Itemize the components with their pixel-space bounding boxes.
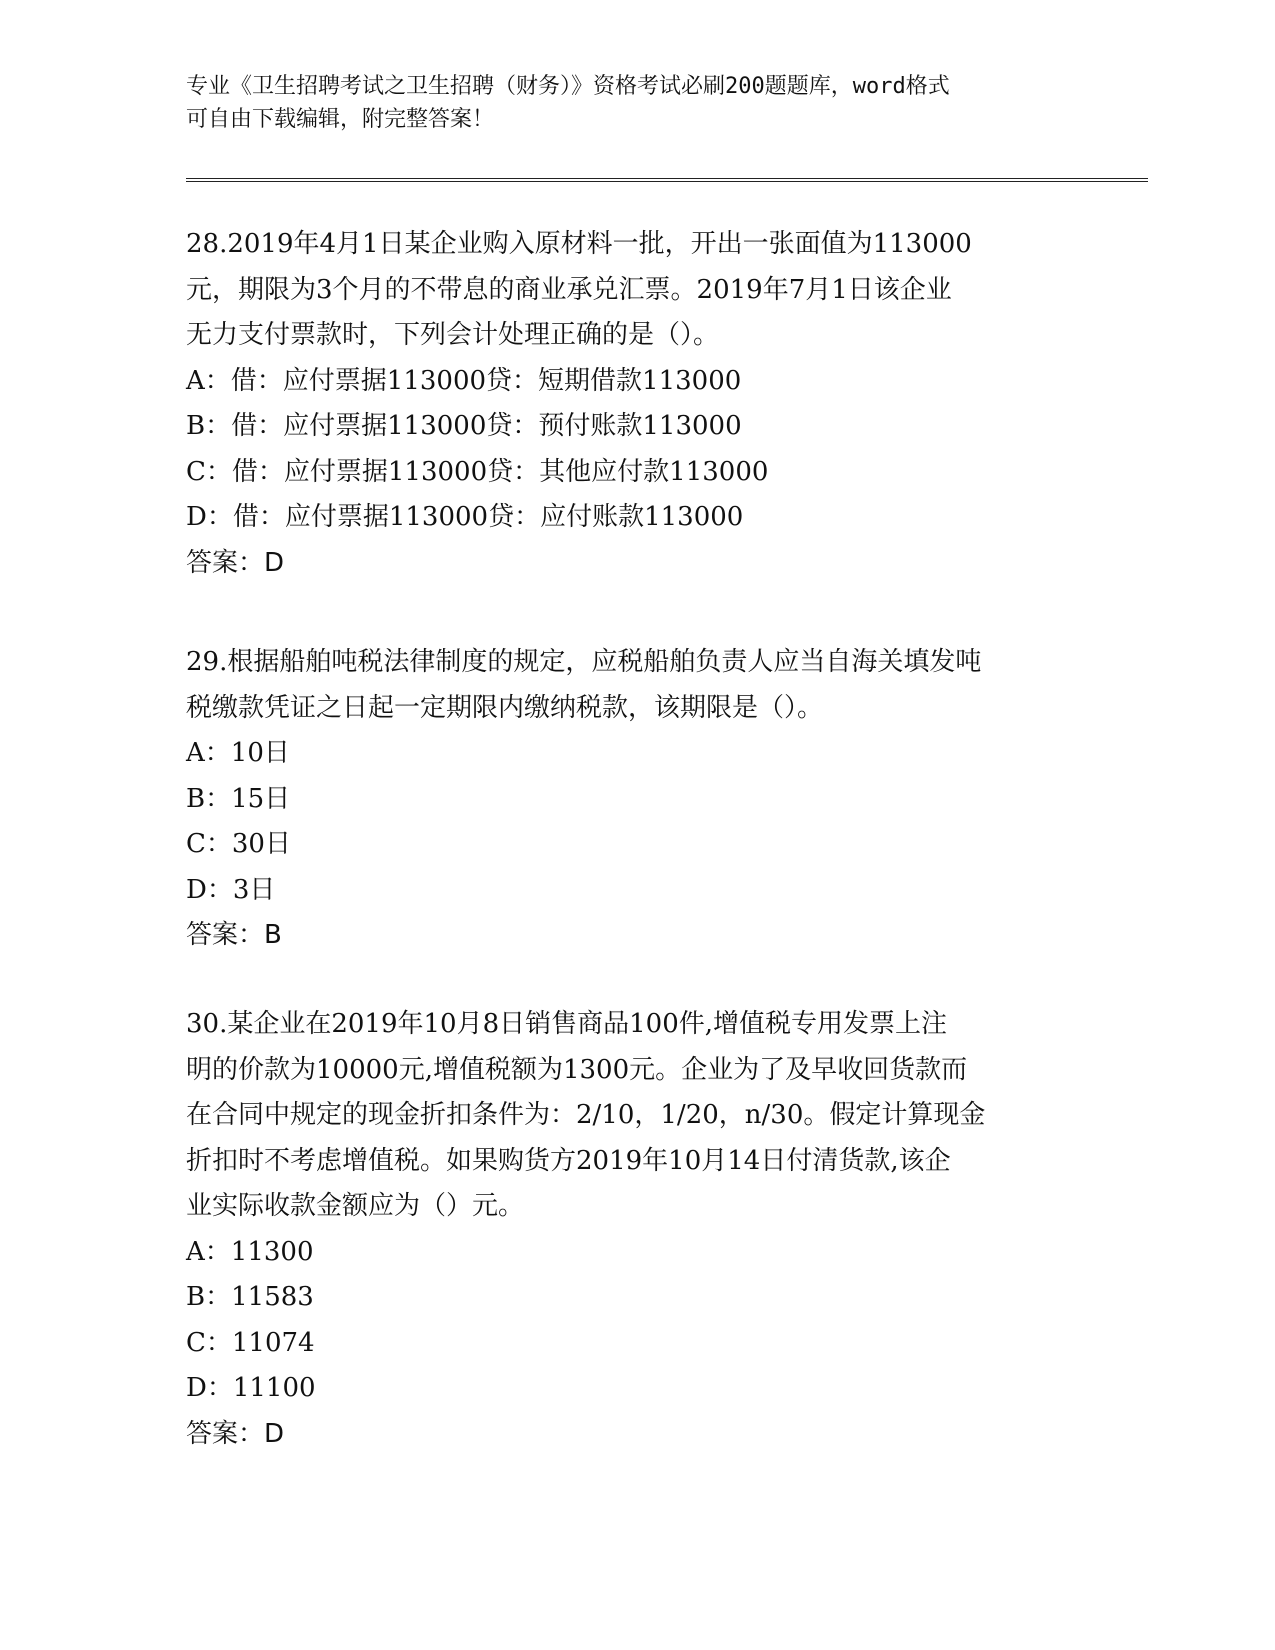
header-line: 专业《卫生招聘考试之卫生招聘（财务）》资格考试必刷200题题库，word格式 — [186, 74, 950, 99]
question-30 — [186, 1002, 1086, 1457]
question-stem-line: 折扣时不考虑增值税。如果购货方2019年10月14日付清货款,该企 — [186, 1145, 951, 1176]
document-header — [186, 70, 1066, 136]
option-b: B：15日 — [186, 783, 291, 814]
option-c: C：借：应付票据113000贷：其他应付款113000 — [186, 456, 769, 487]
question-stem-line: 29.根据船舶吨税法律制度的规定，应税船舶负责人应当自海关填发吨 — [186, 647, 982, 677]
question-stem-line: 28.2019年4月1日某企业购入原材料一批，开出一张面值为113000 — [186, 229, 972, 259]
option-a: A：借：应付票据113000贷：短期借款113000 — [186, 365, 742, 396]
header-line: 可自由下载编辑，附完整答案！ — [186, 107, 495, 132]
question-stem-line: 30.某企业在2019年10月8日销售商品100件,增值税专用发票上注 — [186, 1009, 948, 1039]
answer-line: 答案：B — [186, 920, 282, 950]
question-stem-line: 元，期限为3个月的不带息的商业承兑汇票。2019年7月1日该企业 — [186, 274, 952, 305]
option-c: C：11074 — [186, 1327, 315, 1358]
answer-line: 答案：D — [186, 547, 285, 578]
question-29 — [186, 640, 1086, 959]
option-c: C：30日 — [186, 829, 291, 859]
option-d: D：3日 — [186, 874, 276, 905]
option-a: A：11300 — [186, 1236, 314, 1267]
option-a: A：10日 — [186, 738, 290, 768]
option-d: D：借：应付票据113000贷：应付账款113000 — [186, 502, 744, 532]
option-b: B：11583 — [186, 1282, 314, 1312]
option-d: D：11100 — [186, 1373, 316, 1403]
question-stem-line: 无力支付票款时，下列会计处理正确的是（）。 — [186, 320, 720, 350]
option-b: B：借：应付票据113000贷：预付账款113000 — [186, 411, 742, 441]
question-stem-line: 税缴款凭证之日起一定期限内缴纳税款，该期限是（）。 — [186, 692, 824, 723]
question-stem-line: 在合同中规定的现金折扣条件为：2/10，1/20，n/30。假定计算现金 — [186, 1100, 986, 1130]
header-divider — [186, 178, 1148, 182]
question-stem-line: 业实际收款金额应为（）元。 — [186, 1191, 525, 1221]
answer-line: 答案：D — [186, 1418, 285, 1449]
question-28 — [186, 222, 1086, 586]
question-stem-line: 明的价款为10000元,增值税额为1300元。企业为了及早收回货款而 — [186, 1054, 968, 1085]
